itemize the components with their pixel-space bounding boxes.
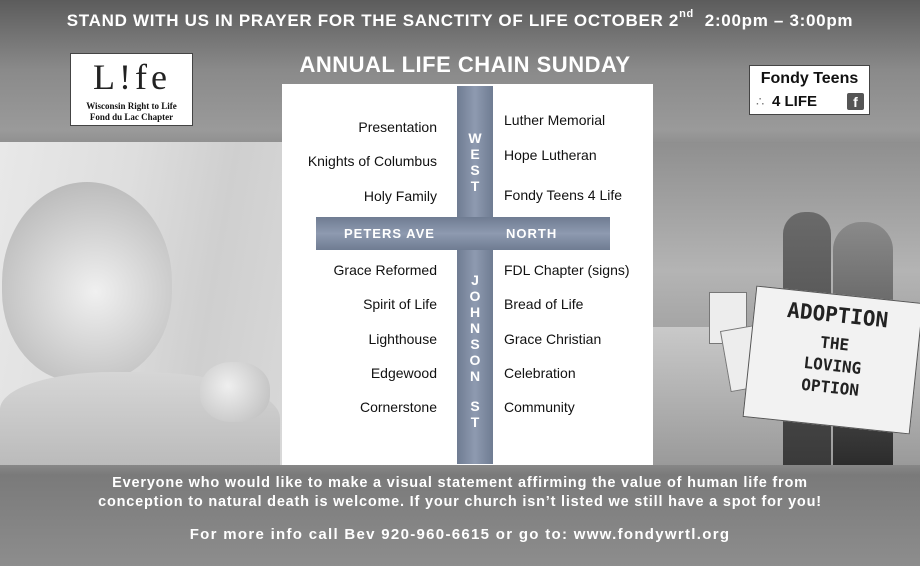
life-chain-protest-photo (653, 142, 920, 465)
church-entry: Fondy Teens 4 Life (504, 187, 623, 203)
church-entry: Holy Family (363, 188, 437, 204)
sleeping-baby-photo (0, 142, 282, 465)
church-entry: Grace Christian (504, 331, 602, 347)
sign-line-3: LOVING (802, 353, 863, 378)
baby-head-shape (2, 182, 172, 382)
baby-hand-shape (200, 362, 270, 422)
statement-line-2: conception to natural death is welcome. If your church isn’t listed we still have a spot for you! (98, 494, 822, 510)
sign-line-1: ADOPTION (786, 298, 890, 333)
street-letter: T (470, 414, 480, 430)
street-name-west (457, 130, 493, 194)
event-title: ANNUAL LIFE CHAIN SUNDAY (299, 52, 631, 77)
street-letter: N (469, 368, 481, 384)
street-letter: S (470, 162, 480, 178)
church-entry: Luther Memorial (504, 112, 606, 128)
street-letter: T (470, 178, 480, 194)
facebook-icon: f (847, 93, 864, 110)
logo-chapter-name: Fond du Lac Chapter (89, 112, 174, 122)
street-gap (457, 384, 493, 398)
street-letter: S (470, 336, 480, 352)
teens-logo-title: Fondy Teens (760, 70, 859, 87)
church-entry: Bread of Life (504, 296, 584, 312)
logo-org-name: Wisconsin Right to Life (86, 101, 177, 111)
street-letter: O (469, 352, 481, 368)
street-letter: O (469, 288, 481, 304)
headline (0, 8, 920, 41)
street-letter: W (468, 130, 482, 146)
church-entry: Lighthouse (368, 331, 437, 347)
date-ordinal: nd (679, 8, 694, 20)
adoption-sign (743, 286, 920, 435)
welcome-statement (0, 474, 920, 512)
road-peters-ave: PETERS AVE (344, 226, 435, 241)
street-letter: N (469, 320, 481, 336)
church-entry: Grace Reformed (333, 262, 437, 278)
life-logo-word: L!fe (93, 57, 171, 97)
street-letter: S (470, 398, 480, 414)
sign-line-4: OPTION (800, 374, 860, 400)
church-entry: Hope Lutheran (504, 147, 597, 163)
church-entry: Knights of Columbus (307, 153, 437, 169)
church-entry: Presentation (358, 119, 437, 135)
street-letter: H (469, 304, 481, 320)
fondy-teens-logo (749, 65, 870, 115)
church-entry: Cornerstone (359, 399, 437, 415)
contact-info: For more info call Bev 920-960-6615 or go to: www.fondywrtl.org (189, 526, 731, 543)
sign-lines-rest (746, 324, 918, 407)
street-name-johnson-st (457, 272, 493, 430)
footprints-icon: ∴ (756, 94, 765, 109)
headline-time: 2:00pm – 3:00pm (693, 11, 854, 30)
statement-line-1: Everyone who would like to make a visual statement affirming the value of human life from (112, 475, 808, 491)
headline-text: STAND WITH US IN PRAYER FOR THE SANCTITY OF LIFE OCTOBER 2 (66, 11, 680, 30)
church-entry: FDL Chapter (signs) (504, 262, 630, 278)
street-letter: E (470, 146, 480, 162)
wisconsin-right-to-life-logo (70, 53, 193, 126)
church-entry: Spirit of Life (363, 296, 437, 312)
road-north: NORTH (506, 226, 558, 241)
church-entry: Edgewood (370, 365, 437, 381)
sign-line-2: THE (819, 332, 851, 355)
church-entry: Community (504, 399, 575, 415)
street-letter: J (471, 272, 479, 288)
church-entry: Celebration (504, 365, 576, 381)
teens-logo-subtitle: 4 LIFE (772, 93, 818, 110)
